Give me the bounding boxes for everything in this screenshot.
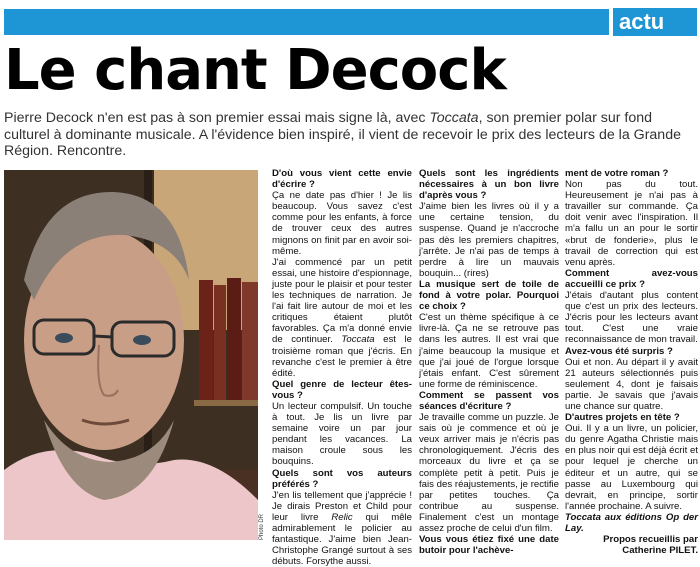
question-heading: Comment se passent vos séances d'écriture ? — [419, 389, 559, 412]
article-lead — [4, 110, 696, 160]
photo-credit: Photo DR — [259, 513, 265, 540]
answer-paragraph: Non pas du tout. Heureusement je n'ai pas à travailler sur commande. Ça doit venir avec l'inspiration. Il m'a fallu un an pour le sortir «brut de fonderie», plus le travail de correction qui est venu après. — [565, 179, 698, 268]
question-heading: ment de votre roman ? — [565, 168, 669, 179]
section-tag: actu — [613, 8, 697, 36]
answer-paragraph: J'étais d'autant plus content que c'est un prix des lecteurs. J'écris pour les lecteurs avant tout. C'est une vraie reconnaissance de mon travail. — [565, 290, 698, 346]
answer-paragraph: J'en lis tellement que j'apprécie ! Je dirais Preston et Child pour leur livre Relic qui mêle admirablement le policier au fantastique. J'aime bien Jean-Christophe Grangé surtout à ses débuts. Forsythe aussi. — [272, 489, 412, 567]
answer-paragraph: Un lecteur compulsif. Un touche à tout. Je lis un livre par semaine voire un par jour pendant les vacances. La maison croule sous les bouquins. — [272, 400, 412, 468]
lead-book-title: Toccata — [429, 110, 479, 126]
lead-text-start: Pierre Decock n'en est pas à son premier essai mais signe là, avec — [4, 110, 430, 126]
question-heading: Vous vous étiez fixé une date butoir pour l'achève- — [419, 534, 559, 557]
byline-label: Propos recueillis par — [603, 534, 698, 546]
answer-paragraph: Oui et non. Au départ il y avait 21 auteurs sélectionnés puis seulement 4, dont je faisais partie. Je savais que j'avais une chance sur quatre. — [565, 356, 698, 412]
question-heading: Comment avez-vous accueilli ce prix ? — [565, 267, 698, 290]
question-heading: Quels sont les ingrédients nécessaires à un bon livre d'après vous ? — [419, 168, 559, 202]
answer-paragraph: Oui. Il y a un livre, un policier, du genre Agatha Christie mais en plus noir qui est déjà écrit et pour lequel je cherche un éditeur et un autre, qui se passe au Luxembourg qui devrait, en principe, sortir l'année prochaine. A suivre. — [565, 423, 698, 512]
article-column-1 — [272, 168, 412, 567]
byline-author: Catherine PILET. — [622, 545, 698, 557]
question-heading: Quel genre de lecteur êtes-vous ? — [272, 378, 412, 401]
header-band — [4, 9, 609, 35]
answer-paragraph: Ça ne date pas d'hier ! Je lis beaucoup. Vous savez c'est comme pour les enfants, à force de trouver ceux des autres mignons on finit par en avoir soi-même. — [272, 190, 412, 257]
author-portrait-illustration — [4, 170, 258, 540]
article-column-2 — [419, 168, 559, 556]
book-publisher-note: Toccata aux éditions Op der Lay. — [565, 511, 698, 534]
article-headline: Le chant Decock — [4, 38, 506, 103]
question-heading: Quels sont vos auteurs préférés ? — [272, 467, 412, 490]
lead-text-end: , son premier polar sur fond culturel à dominante musicale. A l'évidence bien inspiré, il vient de recevoir le prix des lecteurs de la Grande Région. Rencontre. — [4, 110, 681, 159]
question-heading: Avez-vous été surpris ? — [565, 345, 673, 357]
question-heading: D'autres projets en tête ? — [565, 412, 680, 424]
answer-paragraph: J'aime bien les livres où il y a une certaine tension, du suspense. Quand je n'accroche pas dès les premiers chapitres, j'arrête. Je n'ai pas de temps à perdre à lire un mauvais bouquin... (rires) — [419, 201, 559, 279]
question-heading: D'où vous vient cette envie d'écrire ? — [272, 168, 412, 191]
answer-paragraph: Je travaille comme un puzzle. Je sais où je commence et où je veux arriver mais je n'écris pas chronologiquement. J'écris des morceaux du livre et ça se complète petit à petit. Puis je fais des réajustements, je rectifie par petites touches. Ça contribue au suspense. Finalement c'est un montage assez proche de celui d'un film. — [419, 412, 559, 534]
article-column-3 — [565, 168, 698, 556]
author-photo — [4, 170, 258, 540]
answer-paragraph: J'ai commencé par un petit essai, une histoire d'espionnage, juste pour le plaisir et pour tester les techniques de narration. Je l'ai fait lire autour de moi et les critiques étaient plutôt favorables. Ça m'a donné envie de continuer. Toccata est le troisième roman que j'écris. En revanche c'est le premier à être édité. — [272, 256, 412, 379]
question-heading: La musique sert de toile de fond à votre polar. Pourquoi ce choix ? — [419, 278, 559, 313]
answer-paragraph: C'est un thème spécifique à ce livre-là. Ça ne se retrouve pas dans les autres. Il est vrai que j'aime beaucoup la musique et que j'ai joué de l'orgue lorsque j'étais enfant. C'est sûrement une forme de réminiscence. — [419, 312, 559, 390]
